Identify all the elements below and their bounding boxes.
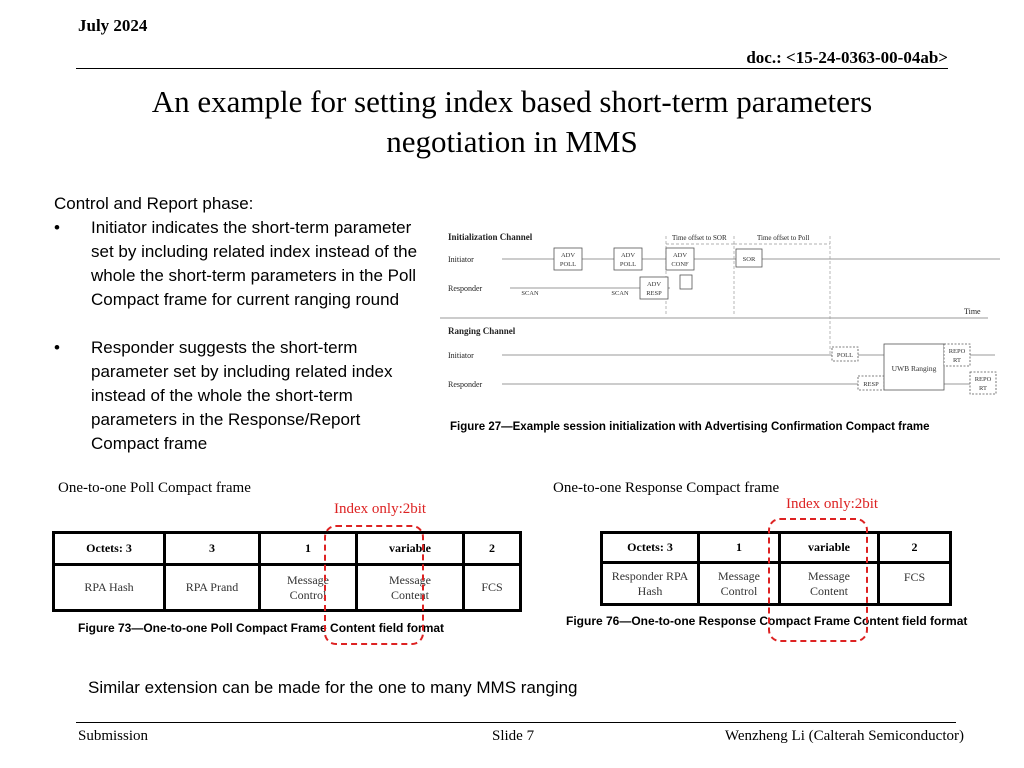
field-line: Content bbox=[810, 583, 848, 598]
uwb-ranging-text: UWB Ranging bbox=[891, 364, 937, 373]
field-line: Message bbox=[718, 568, 760, 583]
response-field-fcs: FCS bbox=[879, 563, 951, 605]
response-frame-label: One-to-one Response Compact frame bbox=[553, 480, 780, 496]
adv-text: ADV bbox=[560, 252, 576, 259]
response-header-cell: 2 bbox=[879, 533, 951, 563]
field-line: Hash bbox=[637, 583, 663, 598]
poll-header-cell: 1 bbox=[260, 533, 357, 565]
poll-index-note: Index only:2bit bbox=[334, 501, 427, 517]
poll-text: POLL bbox=[559, 261, 577, 268]
init-channel-label: Initialization Channel bbox=[448, 232, 533, 242]
footer-rule bbox=[76, 722, 956, 723]
poll-field-rpa-hash: RPA Hash bbox=[54, 565, 165, 611]
repo-text: REPO bbox=[974, 376, 992, 383]
scan-icon bbox=[680, 275, 692, 289]
bullet-dot: • bbox=[54, 338, 60, 357]
bullet-text: Responder suggests the short-term parameter set by including related index instead of the whole the short-term parameters in the Response/Report Compact frame bbox=[91, 338, 393, 453]
slide-title: An example for setting index based short-term parameters negotiation in MMS bbox=[151, 84, 873, 159]
rt-text: RT bbox=[953, 357, 961, 364]
resp-text: RESP bbox=[863, 381, 879, 388]
field-line: Message bbox=[389, 572, 431, 587]
response-index-note: Index only:2bit bbox=[786, 496, 879, 512]
adv-text: ADV bbox=[672, 252, 688, 259]
ranging-channel-label: Ranging Channel bbox=[448, 326, 516, 336]
field-line: Control bbox=[289, 587, 327, 602]
init-initiator-label: Initiator bbox=[448, 255, 474, 264]
poll-text: POLL bbox=[836, 352, 854, 359]
poll-text: POLL bbox=[619, 261, 637, 268]
poll-header-cell: Octets: 3 bbox=[54, 533, 165, 565]
header-rule bbox=[76, 68, 948, 69]
time-label: Time bbox=[964, 307, 981, 316]
scan-text: SCAN bbox=[521, 290, 539, 297]
repo-text: REPO bbox=[948, 348, 966, 355]
footer-author: Wenzheng Li (Calterah Semiconductor) bbox=[724, 728, 964, 744]
response-highlight-box bbox=[768, 518, 868, 642]
bullet-text: Initiator indicates the short-term parameter set by including related index instead of the whole the short-term parameters in the Poll Compact frame for current ranging round bbox=[91, 218, 418, 309]
footer-submission: Submission bbox=[78, 728, 149, 744]
doc-number: <15-24-0363-00-04ab> bbox=[786, 48, 948, 67]
response-field-rpa-hash bbox=[602, 563, 699, 605]
header-date: July 2024 bbox=[78, 16, 148, 35]
ranging-initiator-label: Initiator bbox=[448, 351, 474, 360]
response-header-cell: Octets: 3 bbox=[602, 533, 699, 563]
resp-text: RESP bbox=[646, 290, 662, 297]
rt-text: RT bbox=[979, 385, 987, 392]
response-header-cell: variable bbox=[780, 533, 879, 563]
field-line: Message bbox=[808, 568, 850, 583]
adv-text: ADV bbox=[646, 281, 662, 288]
sor-text: SOR bbox=[742, 256, 756, 263]
scan-text: SCAN bbox=[611, 290, 629, 297]
footer-slide-number: Slide 7 bbox=[492, 728, 535, 744]
header-doc-id bbox=[746, 48, 948, 68]
poll-header-cell: 3 bbox=[165, 533, 260, 565]
field-line: Responder RPA bbox=[611, 568, 689, 583]
adv-text: ADV bbox=[620, 252, 636, 259]
session-init-diagram bbox=[440, 226, 1000, 426]
response-frame-caption: Figure 76—One-to-one Response Compact Frame Content field format bbox=[566, 614, 968, 628]
field-line: Control bbox=[720, 583, 758, 598]
extension-note: Similar extension can be made for the one to many MMS ranging bbox=[88, 678, 578, 697]
time-offset-sor-label: Time offset to SOR bbox=[672, 234, 727, 242]
init-responder-label: Responder bbox=[448, 284, 483, 293]
response-header-cell: 1 bbox=[699, 533, 780, 563]
field-line: Content bbox=[391, 587, 429, 602]
poll-header-cell: variable bbox=[357, 533, 464, 565]
poll-highlight-box bbox=[324, 525, 424, 645]
poll-frame-table bbox=[52, 531, 522, 612]
phase-heading: Control and Report phase: bbox=[54, 194, 254, 213]
bullet-dot: • bbox=[54, 218, 60, 237]
field-line: Message bbox=[287, 572, 329, 587]
doc-prefix: doc.: bbox=[746, 48, 787, 67]
time-offset-poll-label: Time offset to Poll bbox=[757, 234, 810, 242]
ranging-responder-label: Responder bbox=[448, 380, 483, 389]
poll-frame-caption: Figure 73—One-to-one Poll Compact Frame Content field format bbox=[78, 621, 445, 635]
figure27-caption-text: Figure 27—Example session initialization with Advertising Confirmation Compact frame bbox=[450, 421, 930, 433]
conf-text: CONF bbox=[671, 261, 689, 268]
poll-field-rpa-prand: RPA Prand bbox=[165, 565, 260, 611]
poll-field-fcs: FCS bbox=[464, 565, 521, 611]
poll-header-cell: 2 bbox=[464, 533, 521, 565]
poll-frame-label: One-to-one Poll Compact frame bbox=[58, 480, 251, 496]
